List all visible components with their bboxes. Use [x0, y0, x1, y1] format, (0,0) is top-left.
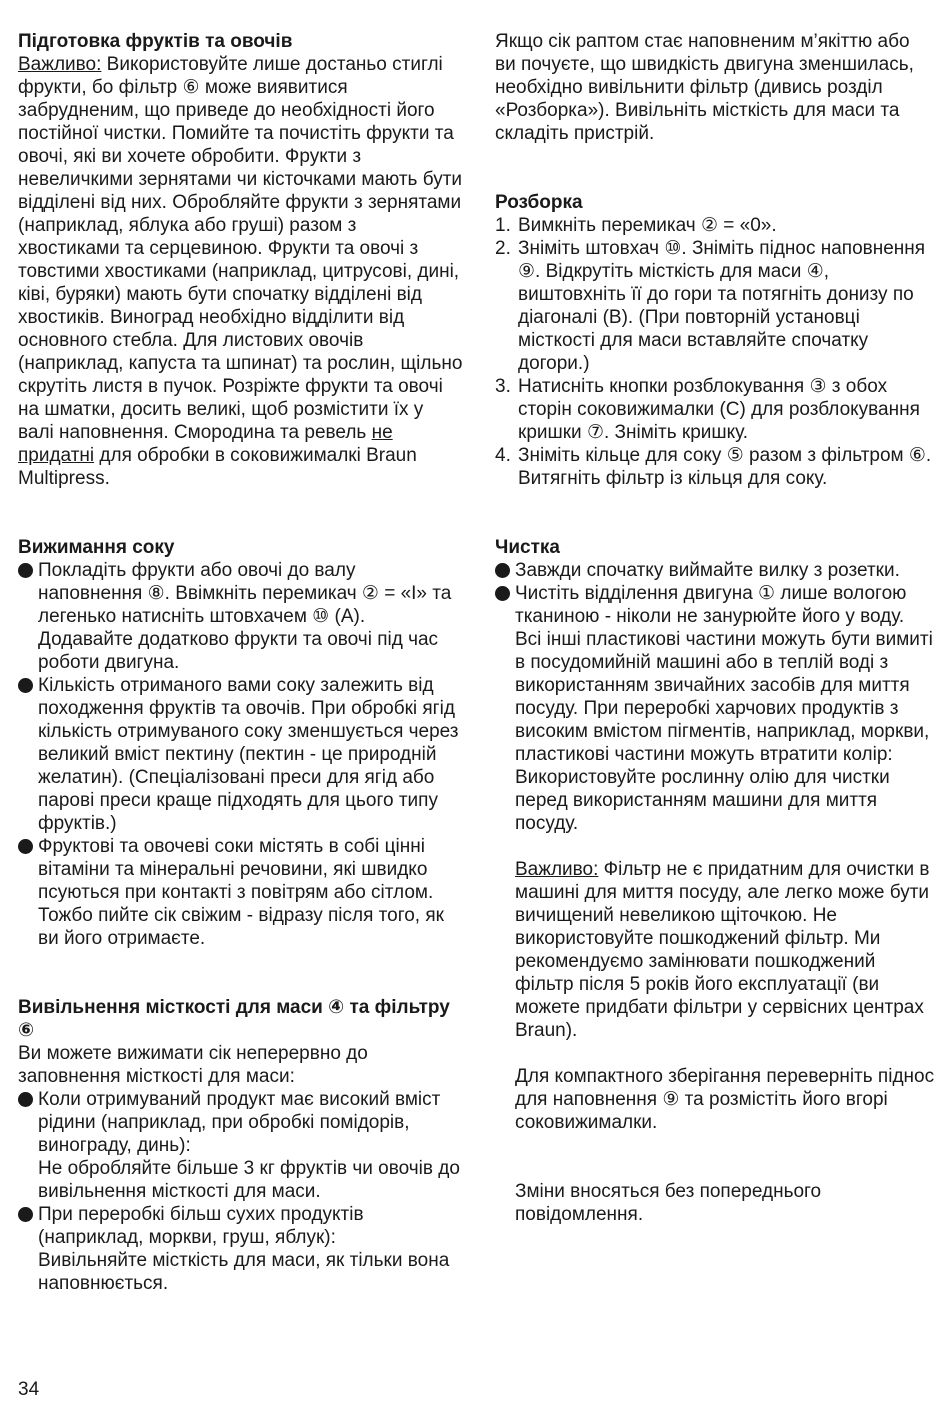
important-label: Важливо:: [18, 54, 102, 75]
list-item: Фруктові та овочеві соки містять в собі цінні вітаміни та мінеральні речовини, які швидко псуються при контакті з повітрям або сітлом. Тожбо пийте сік свіжим - відразу після того, як ви його отримаєте.: [18, 835, 463, 950]
list-item: Завжди спочатку виймайте вилку з розетки.: [495, 559, 935, 582]
emptying-heading: Вивільнення місткості для маси ④ та фільтру ⑥: [18, 997, 450, 1041]
section-emptying: [18, 996, 463, 1295]
list-item: Чистіть відділення двигуна ① лише вологою тканиною - ніколи не занурюйте його у воду. Всі інші пластикові частини можуть бути вимиті в посудомийній машині або в теплій воді з використанням звичайних засобів для миття посуду. При переробкі харчових продуктів з високим вмістом пігментів, наприклад, моркви, пластикові частини можуть втратити колір: Використовуйте рослинну олію для чистки перед використанням машини для миття посуду.: [495, 582, 935, 835]
step-item: 4. Зніміть кільце для соку ⑤ разом з фільтром ⑥. Витягніть фільтр із кільця для соку.: [495, 445, 932, 489]
juicing-list: [18, 559, 463, 950]
storage-note: Для компактного зберігання переверніть піднос для наповнення ⑨ та розмістіть його вгорі соковижималки.: [515, 1066, 935, 1133]
filter-important-note: Важливо: Фільтр не є придатним для очистки в машині для миття посуду, але легко може бути вичищений невеликою щіточкою. Не використовуйте пошкоджений фільтр. Ми рекомендуємо замінювати пошкоджений фільтр після 5 років його експлуатації (ви можете придбати фільтри у сервісних центрах Braun).: [515, 859, 930, 1041]
right-column: [495, 30, 935, 1226]
step-item: 1. Вимкніть перемикач ② = «0».: [495, 215, 777, 236]
section-juicing: [18, 536, 463, 950]
cleaning-list: [495, 559, 935, 835]
disassembly-steps: [495, 214, 935, 490]
important-label: Важливо:: [515, 859, 599, 880]
section-preparation: [18, 30, 463, 490]
list-item: Покладіть фрукти або овочі до валу наповнення ⑧. Ввімкніть перемикач ② = «I» та легенько натисніть штовхачем ⑩ (A). Додавайте додатково фрукти та овочі під час роботи двигуна.: [18, 559, 463, 674]
left-column: [18, 30, 463, 1295]
preparation-text: Важливо: Використовуйте лише достаньо стиглі фрукти, бо фільтр ⑥ може виявитися забрудненим, що приведе до необхідності його постійної чистки. Помийте та почистіть фрукти та овочі, які ви хочете обробити. Фрукти з невеличкими зернятами чи кісточками мають бути відділені від них. Обробляйте фрукти з зернятами (наприклад, яблука або груші) разом з хвостиками та серцевиною. Фрукти та овочі з товстими хвостиками (наприклад, цитрусові, дині, ківі, буряки) мають бути спочатку відділені від хвостиків. Виноград необхідно відділити від основного стебла. Для листових овочів (наприклад, капуста та шпинат) та рослин, щільно скрутіть листя в пучок. Розріжте фрукти та овочі на шматки, досить великі, щоб розмістити їх у валі наповнення. Смородина та ревель не придатні для обробки в соковижималкі Braun Multipress.: [18, 54, 463, 489]
emptying-intro: Ви можете вижимати сік неперервно до заповнення місткості для маси:: [18, 1043, 368, 1087]
section-cleaning: [495, 536, 935, 1226]
step-item: 2. Зніміть штовхач ⑩. Зніміть піднос наповнення ⑨. Відкрутіть місткість для маси ④, виштовхніть її до гори та потягніть донизу по діагоналі (B). (При повторній установці місткості для маси вставляйте спочатку догори.): [495, 238, 926, 374]
change-notice: Зміни вносяться без попереднього повідомлення.: [515, 1181, 822, 1225]
pulp-note: Якщо сік раптом стає наповненим м’якіттю або ви почуєте, що швидкість двигуна зменшилась, необхідно вивільнити фільтр (дивись розділ «Розборка»). Вивільніть місткість для маси та складіть пристрій.: [495, 31, 914, 144]
list-item: При переробкі більш сухих продуктів (наприклад, моркви, груш, яблук): Вивільняйте місткість для маси, як тільки вона наповнюється.: [18, 1203, 463, 1295]
disassembly-heading: Розборка: [495, 192, 583, 213]
step-item: 3. Натисніть кнопки розблокування ③ з обох сторін соковижималки (C) для розблокування кришки ⑦. Зніміть кришку.: [495, 376, 920, 443]
section-disassembly: [495, 191, 935, 490]
list-item: Кількість отриманого вами соку залежить від походження фруктів та овочів. При обробкі ягід кількість отримуваного соку зменшується через великий вміст пектину (пектин - це природній желатин). (Спеціалізовані преси для ягід або парові преси краще підходять для цього типу фруктів.): [18, 674, 463, 835]
page-number: 34: [18, 1379, 40, 1400]
cleaning-heading: Чистка: [495, 537, 560, 558]
emptying-list: [18, 1088, 463, 1295]
not-suitable-text: не придатні: [18, 422, 393, 466]
preparation-heading: Підготовка фруктів та овочів: [18, 31, 293, 52]
list-item: Коли отримуваний продукт має високий вміст рідини (наприклад, при обробкі помідорів, винограду, динь): Не обробляйте більше 3 кг фруктів чи овочів до вивільнення місткості для маси.: [18, 1088, 463, 1203]
juicing-heading: Вижимання соку: [18, 537, 175, 558]
